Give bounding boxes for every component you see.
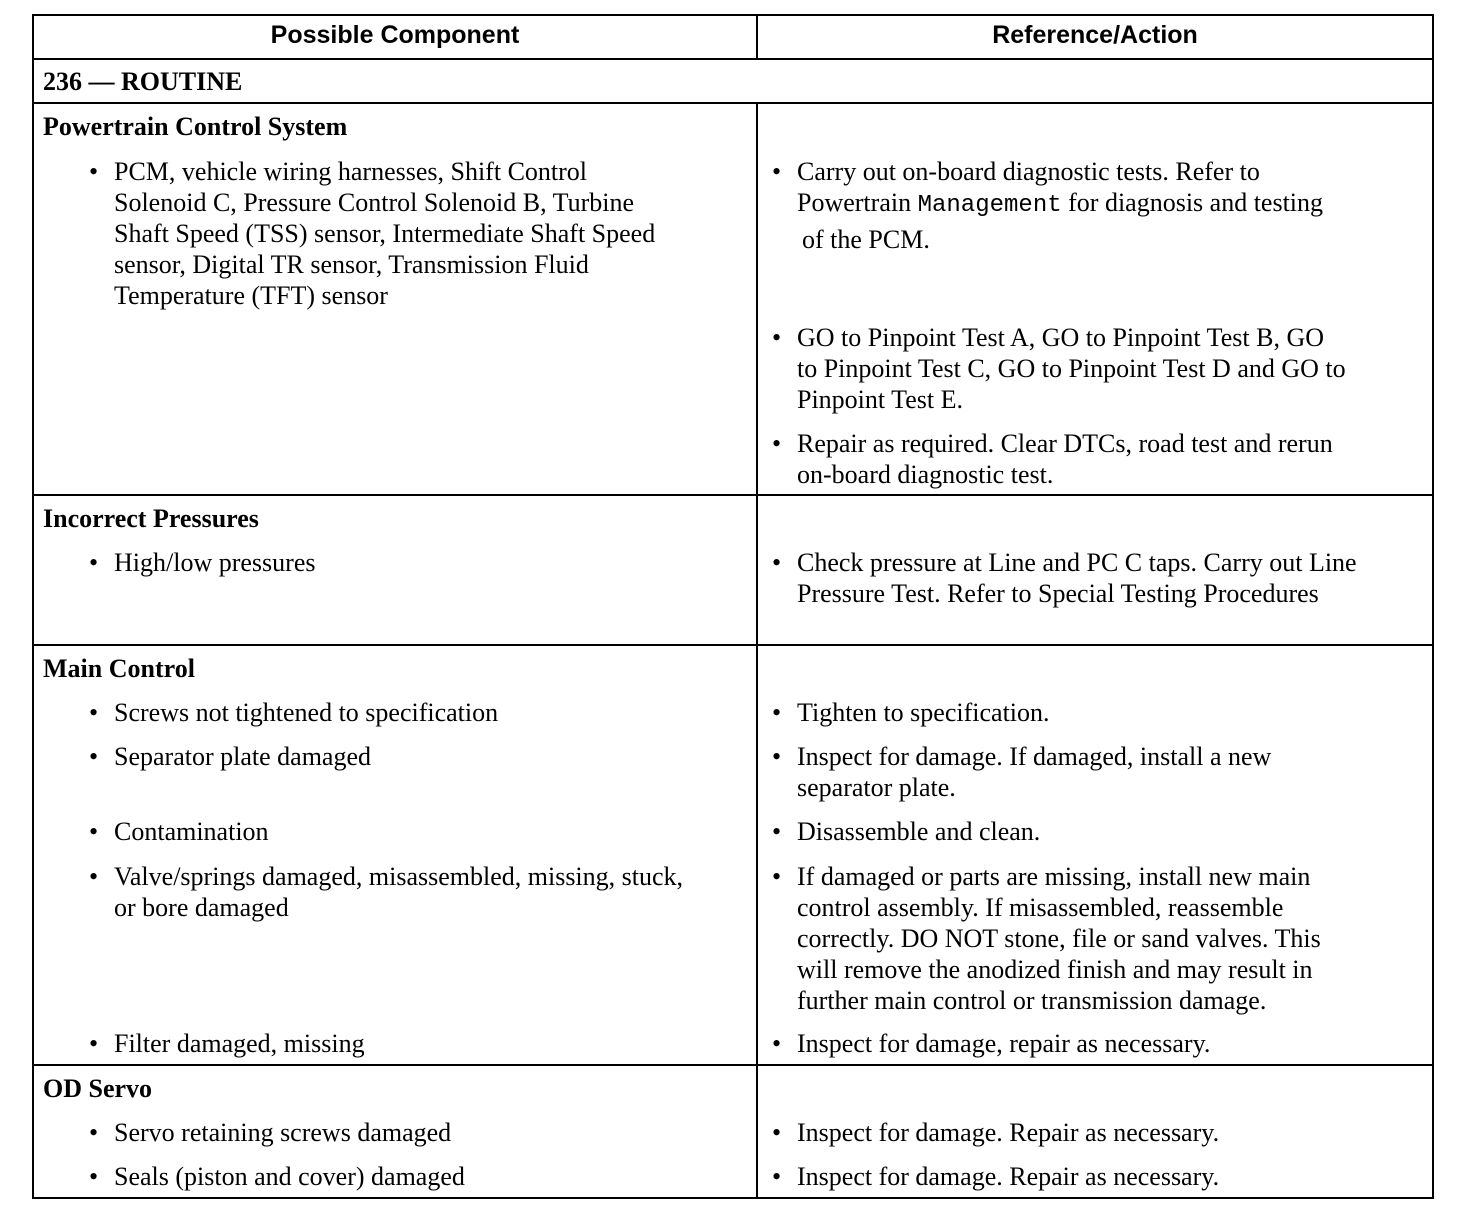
bullet-icon: • — [89, 862, 99, 891]
action-item: Disassemble and clean. — [797, 817, 1041, 846]
action-item: Inspect for damage. Repair as necessary. — [797, 1162, 1220, 1191]
row-divider — [34, 1064, 1432, 1066]
row-divider — [34, 102, 1432, 104]
section-title-main-control: Main Control — [43, 654, 195, 683]
component-item: Servo retaining screws damaged — [114, 1118, 452, 1147]
action-item: Inspect for damage, repair as necessary. — [797, 1029, 1211, 1058]
bullet-icon: • — [89, 548, 99, 577]
action-item: Inspect for damage. If damaged, install a new separator plate. — [797, 742, 1272, 802]
bullet-icon: • — [772, 742, 782, 771]
header-possible-component: Possible Component — [270, 21, 520, 49]
header-reference-action: Reference/Action — [992, 21, 1198, 49]
bullet-icon: • — [89, 1118, 99, 1147]
column-divider — [756, 102, 758, 1199]
bullet-icon: • — [772, 698, 782, 727]
action-item: If damaged or parts are missing, install new main control assembly. If misassembled, reassemble correctly. DO NOT stone, file or sand valves. This will remove the anodized finish and may result in further main control or transmission damage. — [797, 862, 1321, 1015]
bullet-icon: • — [772, 429, 782, 458]
action-item: Tighten to specification. — [797, 698, 1050, 727]
bullet-icon: • — [89, 157, 99, 186]
component-item: Screws not tightened to specification — [114, 698, 499, 727]
action-item: GO to Pinpoint Test A, GO to Pinpoint Test B, GO to Pinpoint Test C, GO to Pinpoint Test D and GO to Pinpoint Test E. — [797, 323, 1346, 414]
action-item: Carry out on-board diagnostic tests. Refer to Powertrain Management for diagnosis and testing of the PCM. — [797, 157, 1324, 254]
bullet-icon: • — [89, 698, 99, 727]
bullet-icon: • — [772, 1029, 782, 1058]
component-item: Seals (piston and cover) damaged — [114, 1162, 465, 1191]
action-item: Check pressure at Line and PC C taps. Carry out Line Pressure Test. Refer to Special Testing Procedures — [797, 548, 1357, 608]
bullet-icon: • — [89, 742, 99, 771]
action-item: Repair as required. Clear DTCs, road test and rerun on-board diagnostic test. — [797, 429, 1333, 489]
component-item: High/low pressures — [114, 548, 316, 577]
row-divider — [34, 494, 1432, 496]
bullet-icon: • — [89, 1162, 99, 1191]
action-item: Inspect for damage. Repair as necessary. — [797, 1118, 1220, 1147]
section-title-incorrect-pressures: Incorrect Pressures — [43, 504, 259, 533]
bullet-icon: • — [772, 323, 782, 352]
routine-title: 236 — ROUTINE — [43, 67, 243, 96]
bullet-icon: • — [89, 817, 99, 846]
bullet-icon: • — [772, 817, 782, 846]
bullet-icon: • — [772, 157, 782, 186]
component-item: PCM, vehicle wiring harnesses, Shift Control Solenoid C, Pressure Control Solenoid B, Turbine Shaft Speed (TSS) sensor, Intermediate Shaft Speed sensor, Digital TR sensor, Transmission Fluid Temperature (TFT) sensor — [114, 157, 656, 310]
component-item: Filter damaged, missing — [114, 1029, 365, 1058]
section-title-od-servo: OD Servo — [43, 1074, 153, 1103]
bullet-icon: • — [772, 1162, 782, 1191]
bullet-icon: • — [89, 1029, 99, 1058]
bullet-icon: • — [772, 548, 782, 577]
bullet-icon: • — [772, 862, 782, 891]
component-item: Separator plate damaged — [114, 742, 371, 771]
component-item: Valve/springs damaged, misassembled, missing, stuck, or bore damaged — [114, 862, 684, 922]
bullet-icon: • — [772, 1118, 782, 1147]
row-divider — [34, 644, 1432, 646]
diagnostic-table — [32, 14, 1434, 1199]
row-divider — [34, 58, 1432, 60]
section-title-powertrain: Powertrain Control System — [43, 112, 348, 141]
component-item: Contamination — [114, 817, 269, 846]
